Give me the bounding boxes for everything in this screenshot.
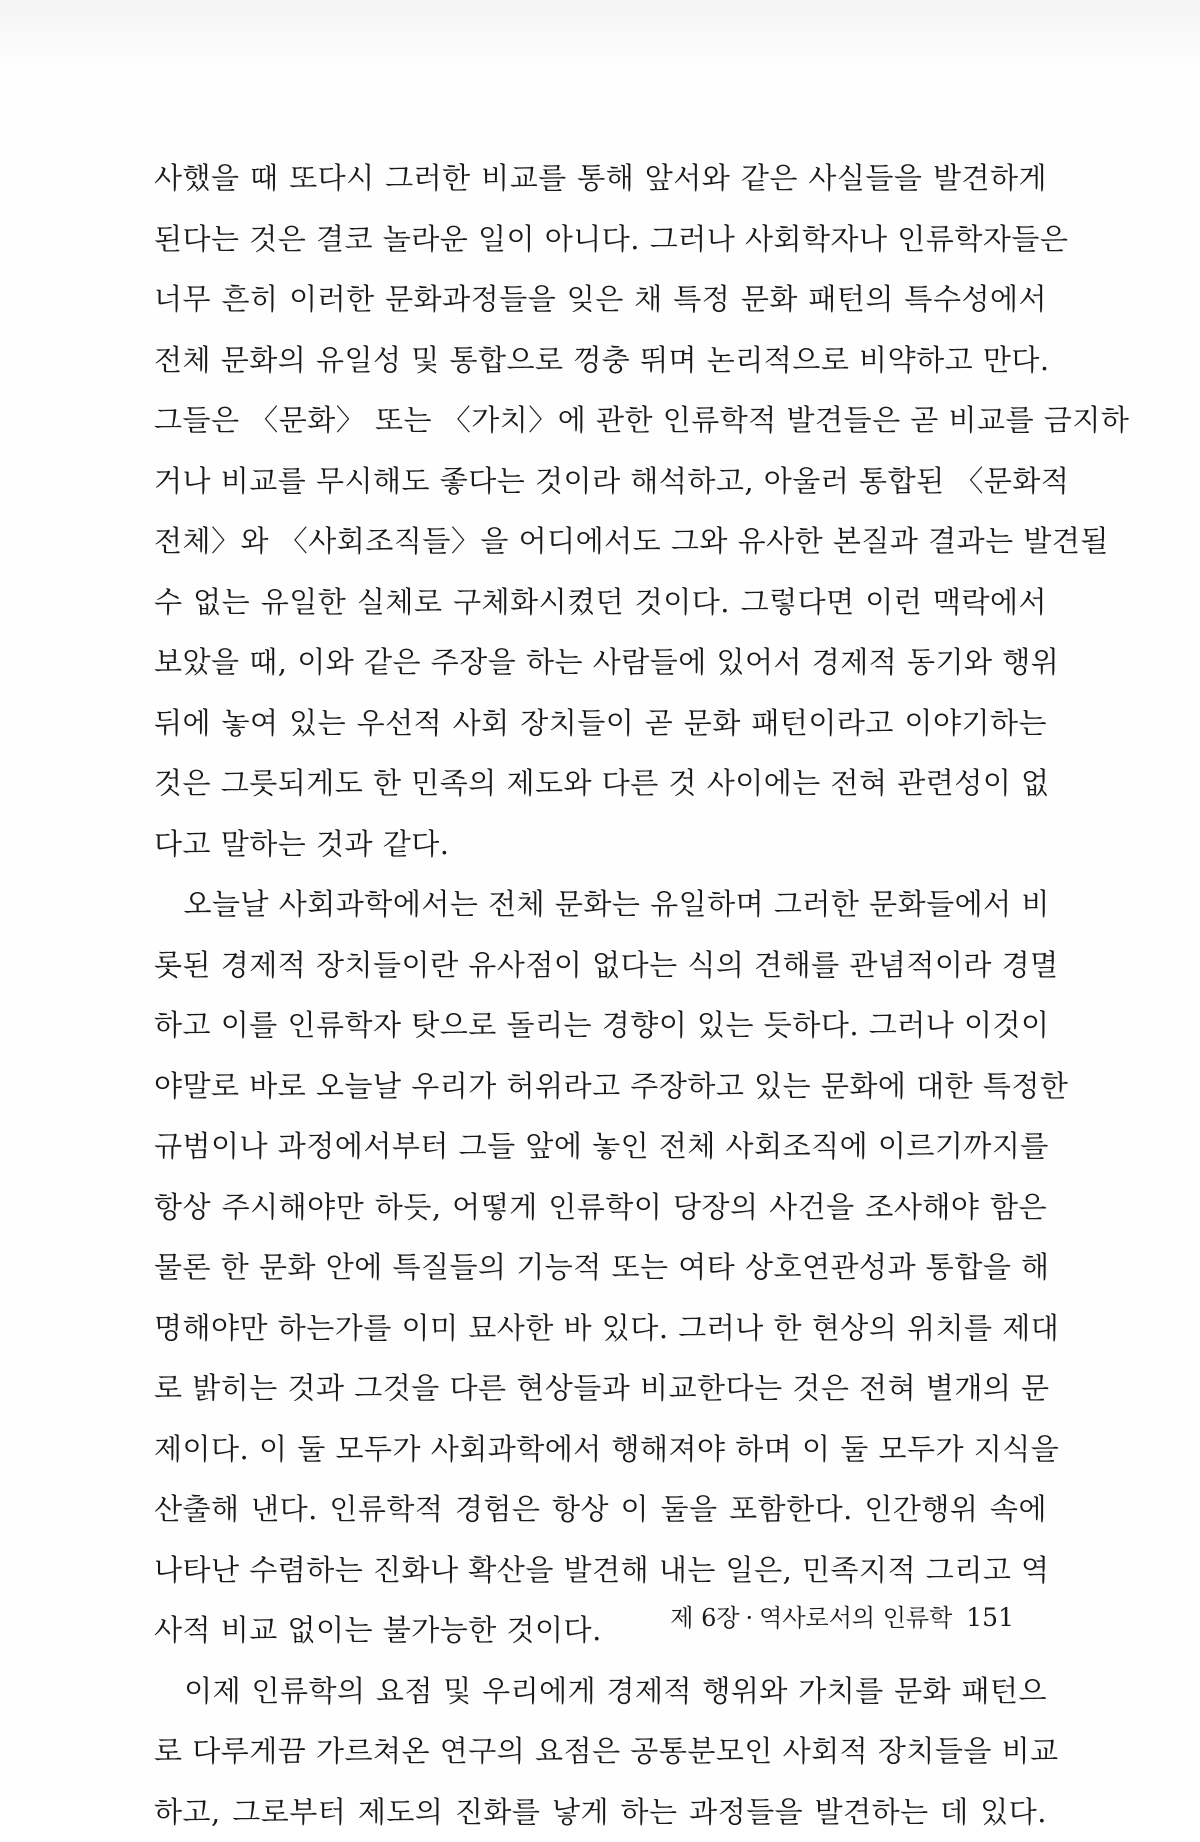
text-line: 롯된 경제적 장치들이란 유사점이 없다는 식의 견해를 관념적이라 경멸 bbox=[154, 935, 1047, 996]
text-line: 물론 한 문화 안에 특질들의 기능적 또는 여타 상호연관성과 통합을 해 bbox=[154, 1237, 1047, 1298]
chapter-title: 역사로서의 인류학 bbox=[759, 1604, 952, 1632]
paragraph-end-line: 다고 말하는 것과 같다. bbox=[154, 814, 1047, 875]
footer-separator: · bbox=[746, 1604, 754, 1632]
text-line: 하고, 그로부터 제도의 진화를 낳게 하는 과정들을 발견하는 데 있다. bbox=[154, 1782, 1047, 1842]
running-footer bbox=[664, 1598, 1014, 1638]
text-line: 오늘날 사회과학에서는 전체 문화는 유일하며 그러한 문화들에서 비 bbox=[154, 874, 1047, 935]
text-line: 거나 비교를 무시해도 좋다는 것이라 해석하고, 아울러 통합된 〈문화적 bbox=[154, 451, 1047, 512]
text-line: 나타난 수렴하는 진화나 확산을 발견해 내는 일은, 민족지적 그리고 역 bbox=[154, 1540, 1047, 1601]
page-number: 151 bbox=[966, 1603, 1014, 1632]
text-line: 제이다. 이 둘 모두가 사회과학에서 행해져야 하며 이 둘 모두가 지식을 bbox=[154, 1419, 1047, 1480]
text-line: 야말로 바로 오늘날 우리가 허위라고 주장하고 있는 문화에 대한 특정한 bbox=[154, 1056, 1047, 1117]
text-line: 로 밝히는 것과 그것을 다른 현상들과 비교한다는 것은 전혀 별개의 문 bbox=[154, 1358, 1047, 1419]
text-line: 수 없는 유일한 실체로 구체화시켰던 것이다. 그렇다면 이런 맥락에서 bbox=[154, 572, 1047, 633]
text-line: 너무 흔히 이러한 문화과정들을 잊은 채 특정 문화 패턴의 특수성에서 bbox=[154, 269, 1047, 330]
text-line: 산출해 낸다. 인류학적 경험은 항상 이 둘을 포함한다. 인간행위 속에 bbox=[154, 1479, 1047, 1540]
text-line: 로 다루게끔 가르쳐온 연구의 요점은 공통분모인 사회적 장치들을 비교 bbox=[154, 1721, 1047, 1782]
text-line: 하고 이를 인류학자 탓으로 돌리는 경향이 있는 듯하다. 그러나 이것이 bbox=[154, 995, 1047, 1056]
text-line: 규범이나 과정에서부터 그들 앞에 놓인 전체 사회조직에 이르기까지를 bbox=[154, 1116, 1047, 1177]
text-line: 전체 문화의 유일성 및 통합으로 껑충 뛰며 논리적으로 비약하고 만다. bbox=[154, 330, 1047, 391]
text-line: 그들은 〈문화〉 또는 〈가치〉에 관한 인류학적 발견들은 곧 비교를 금지하 bbox=[154, 390, 1047, 451]
text-line: 이제 인류학의 요점 및 우리에게 경제적 행위와 가치를 문화 패턴으 bbox=[154, 1661, 1047, 1722]
text-line: 항상 주시해야만 하듯, 어떻게 인류학이 당장의 사건을 조사해야 함은 bbox=[154, 1177, 1047, 1238]
text-line: 것은 그릇되게도 한 민족의 제도와 다른 것 사이에는 전혀 관련성이 없 bbox=[154, 753, 1047, 814]
text-line: 전체〉와 〈사회조직들〉을 어디에서도 그와 유사한 본질과 결과는 발견될 bbox=[154, 511, 1047, 572]
text-line: 된다는 것은 결코 놀라운 일이 아니다. 그러나 사회학자나 인류학자들은 bbox=[154, 209, 1047, 270]
text-line: 사했을 때 또다시 그러한 비교를 통해 앞서와 같은 사실들을 발견하게 bbox=[154, 148, 1047, 209]
text-line: 명해야만 하는가를 이미 묘사한 바 있다. 그러나 한 현상의 위치를 제대 bbox=[154, 1298, 1047, 1359]
text-line: 보았을 때, 이와 같은 주장을 하는 사람들에 있어서 경제적 동기와 행위 bbox=[154, 632, 1047, 693]
page-top-shading bbox=[0, 0, 1200, 70]
chapter-label: 제 6장 bbox=[670, 1604, 739, 1632]
paragraph-end-line: 사적 비교 없이는 불가능한 것이다. bbox=[154, 1600, 1047, 1661]
text-line: 뒤에 놓여 있는 우선적 사회 장치들이 곧 문화 패턴이라고 이야기하는 bbox=[154, 693, 1047, 754]
body-text bbox=[154, 148, 1047, 1842]
